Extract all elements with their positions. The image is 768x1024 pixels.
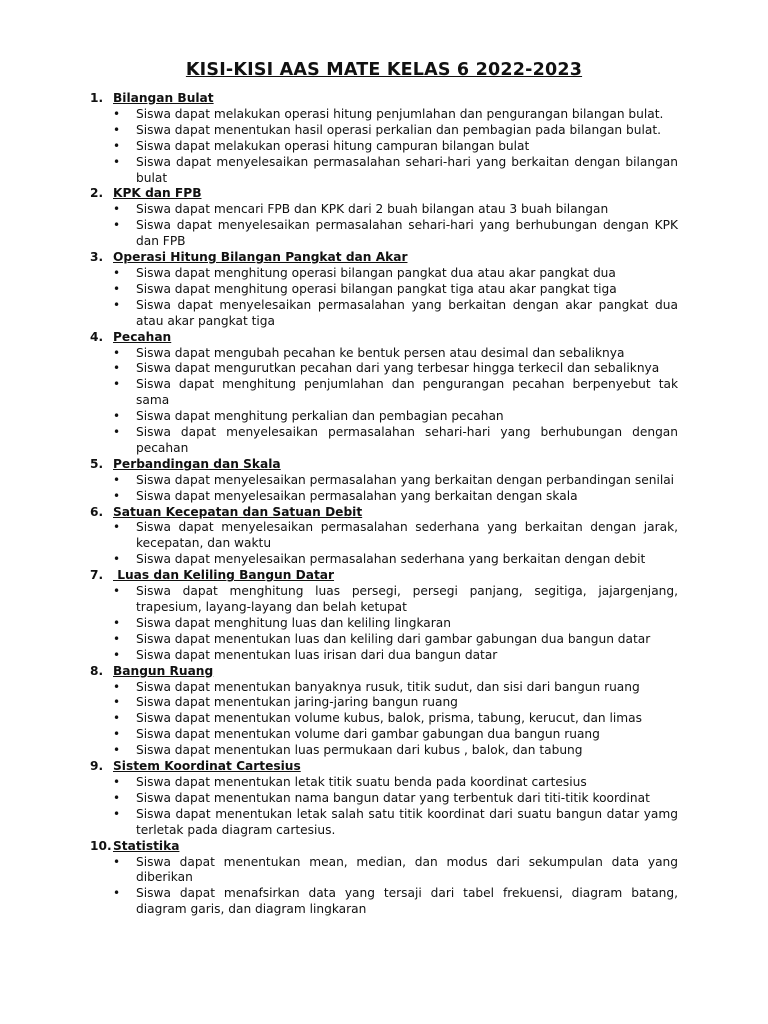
list-item — [113, 139, 678, 155]
section-title: Sistem Koordinat Cartesius — [113, 759, 301, 774]
list-item-text: Siswa dapat menentukan hasil operasi perkalian dan pembagian pada bilangan bulat. — [136, 122, 661, 137]
document-title: KISI-KISI AAS MATE KELAS 6 2022-2023 — [185, 60, 583, 80]
list-item-text: Siswa dapat menyelesaikan permasalahan sederhana yang berkaitan dengan jarak, kecepatan, dan waktu — [136, 520, 678, 551]
list-item-text: Siswa dapat menyelesaikan permasalahan sederhana yang berkaitan dengan debit — [136, 552, 646, 567]
list-item-text: Siswa dapat menentukan volume dari gambar gabungan dua bangun ruang — [136, 727, 600, 742]
bullet-icon: • — [113, 743, 121, 758]
list-item-text: Siswa dapat menentukan banyaknya rusuk, titik sudut, dan sisi dari bangun ruang — [136, 679, 640, 694]
bullet-icon: • — [113, 727, 121, 742]
list-item-text: Siswa dapat menentukan letak salah satu titik koordinat dari suatu bangun datar yamg terletak pada diagram cartesius. — [136, 806, 678, 837]
list-item — [113, 266, 678, 282]
list-item-text: Siswa dapat menentukan nama bangun datar yang terbentuk dari titi-titik koordinat — [136, 790, 650, 805]
section-2 — [90, 186, 678, 250]
list-item — [113, 791, 678, 807]
list-item — [113, 123, 678, 139]
list-item — [113, 775, 678, 791]
section-title: Operasi Hitung Bilangan Pangkat dan Akar — [113, 250, 408, 265]
bullet-icon: • — [113, 695, 121, 710]
list-item — [113, 409, 678, 425]
bullet-icon: • — [113, 615, 121, 630]
section-title: KPK dan FPB — [113, 186, 202, 201]
bullet-icon: • — [113, 409, 121, 424]
section-number: 4. — [90, 329, 104, 344]
list-item — [113, 584, 678, 616]
section-heading — [90, 568, 678, 584]
section-heading — [90, 664, 678, 680]
list-item-text: Siswa dapat menentukan luas dan keliling dari gambar gabungan dua bangun datar — [136, 631, 651, 646]
bullet-icon: • — [113, 584, 121, 599]
bullet-icon: • — [113, 154, 121, 169]
list-item-text: Siswa dapat menghitung penjumlahan dan pengurangan pecahan berpenyebut tak sama — [136, 377, 678, 408]
bullet-icon: • — [113, 679, 121, 694]
bullet-list — [90, 266, 678, 330]
bullet-icon: • — [113, 265, 121, 280]
bullet-list — [90, 346, 678, 457]
list-item-text: Siswa dapat menentukan luas irisan dari dua bangun datar — [136, 647, 498, 662]
list-item-text: Siswa dapat menghitung operasi bilangan pangkat dua atau akar pangkat dua — [136, 265, 616, 280]
list-item-text: Siswa dapat menghitung perkalian dan pembagian pecahan — [136, 409, 504, 424]
list-item — [113, 425, 678, 457]
list-item-text: Siswa dapat melakukan operasi hitung campuran bilangan bulat — [136, 138, 530, 153]
section-10 — [90, 839, 678, 919]
list-item — [113, 520, 678, 552]
section-9 — [90, 759, 678, 839]
list-item — [113, 632, 678, 648]
list-item-text: Siswa dapat mengurutkan pecahan dari yang terbesar hingga terkecil dan sebaliknya — [136, 361, 660, 376]
bullet-icon: • — [113, 854, 121, 869]
section-6 — [90, 505, 678, 569]
bullet-list — [90, 107, 678, 187]
section-number: 6. — [90, 504, 104, 519]
list-item — [113, 202, 678, 218]
bullet-list — [90, 202, 678, 250]
list-item-text: Siswa dapat menghitung operasi bilangan pangkat tiga atau akar pangkat tiga — [136, 281, 617, 296]
list-item-text: Siswa dapat menentukan mean, median, dan modus dari sekumpulan data yang diberikan — [136, 854, 678, 885]
bullet-icon: • — [113, 774, 121, 789]
section-title: Statistika — [113, 838, 180, 853]
section-1 — [90, 91, 678, 186]
list-item-text: Siswa dapat menyelesaikan permasalahan sehari-hari yang berhubungan dengan KPK dan FPB — [136, 218, 678, 249]
list-item-text: Siswa dapat menyelesaikan permasalahan sehari-hari yang berhubungan dengan pecahan — [136, 425, 678, 455]
bullet-icon: • — [113, 218, 121, 233]
list-item — [113, 218, 678, 250]
section-title: Perbandingan dan Skala — [113, 456, 281, 471]
bullet-icon: • — [113, 711, 121, 726]
bullet-icon: • — [113, 488, 121, 503]
syllabus-list — [90, 91, 678, 918]
list-item-text: Siswa dapat menafsirkan data yang tersaji dari tabel frekuensi, diagram batang, diagram garis, dan diagram lingkaran — [136, 886, 678, 917]
bullet-icon: • — [113, 122, 121, 137]
bullet-list — [90, 473, 678, 505]
section-heading — [90, 505, 678, 521]
bullet-icon: • — [113, 202, 121, 217]
section-number: 9. — [90, 759, 104, 774]
section-number: 5. — [90, 456, 104, 471]
list-item-text: Siswa dapat menentukan volume kubus, balok, prisma, tabung, kerucut, dan limas — [136, 711, 642, 726]
bullet-icon: • — [113, 425, 121, 440]
list-item-text: Siswa dapat menghitung luas persegi, persegi panjang, segitiga, jajargenjang, trapesium, layang-layang dan belah ketupat — [136, 584, 678, 614]
list-item — [113, 473, 678, 489]
list-item-text: Siswa dapat menghitung luas dan keliling lingkaran — [136, 615, 451, 630]
list-item — [113, 282, 678, 298]
section-8 — [90, 664, 678, 759]
section-number: 2. — [90, 186, 104, 201]
bullet-icon: • — [113, 552, 121, 567]
list-item-text: Siswa dapat mencari FPB dan KPK dari 2 buah bilangan atau 3 buah bilangan — [136, 202, 609, 217]
bullet-icon: • — [113, 806, 121, 821]
section-title: Satuan Kecepatan dan Satuan Debit — [113, 504, 363, 519]
bullet-list — [90, 520, 678, 568]
list-item — [113, 855, 678, 887]
bullet-list — [90, 680, 678, 760]
list-item-text: Siswa dapat menentukan jaring-jaring bangun ruang — [136, 695, 458, 710]
section-7 — [90, 568, 678, 663]
section-4 — [90, 330, 678, 457]
section-number: 7. — [90, 568, 104, 583]
list-item-text: Siswa dapat menyelesaikan permasalahan sehari-hari yang berkaitan dengan bilangan bulat — [136, 154, 678, 185]
bullet-icon: • — [113, 886, 121, 901]
list-item — [113, 743, 678, 759]
list-item — [113, 807, 678, 839]
list-item-text: Siswa dapat menyelesaikan permasalahan yang berkaitan dengan akar pangkat dua atau akar pangkat tiga — [136, 297, 678, 328]
section-heading — [90, 457, 678, 473]
list-item — [113, 552, 678, 568]
bullet-icon: • — [113, 345, 121, 360]
section-5 — [90, 457, 678, 505]
list-item-text: Siswa dapat mengubah pecahan ke bentuk persen atau desimal dan sebaliknya — [136, 345, 625, 360]
list-item — [113, 616, 678, 632]
list-item-text: Siswa dapat menentukan letak titik suatu benda pada koordinat cartesius — [136, 774, 587, 789]
list-item-text: Siswa dapat melakukan operasi hitung penjumlahan dan pengurangan bilangan bulat. — [136, 106, 664, 121]
bullet-icon: • — [113, 297, 121, 312]
bullet-icon: • — [113, 377, 121, 392]
list-item — [113, 711, 678, 727]
bullet-list — [90, 584, 678, 664]
section-heading — [90, 839, 678, 855]
list-item — [113, 886, 678, 918]
list-item — [113, 377, 678, 409]
list-item-text: Siswa dapat menentukan luas permukaan dari kubus , balok, dan tabung — [136, 743, 583, 758]
bullet-icon: • — [113, 106, 121, 121]
section-title: Bangun Ruang — [113, 663, 214, 678]
list-item — [113, 695, 678, 711]
list-item — [113, 346, 678, 362]
bullet-icon: • — [113, 520, 121, 535]
bullet-icon: • — [113, 472, 121, 487]
section-number: 3. — [90, 250, 104, 265]
list-item — [113, 680, 678, 696]
section-number: 1. — [90, 91, 104, 105]
list-item-text: Siswa dapat menyelesaikan permasalahan yang berkaitan dengan skala — [136, 488, 578, 503]
list-item-text: Siswa dapat menyelesaikan permasalahan yang berkaitan dengan perbandingan senilai — [136, 472, 675, 487]
section-number: 8. — [90, 663, 104, 678]
section-title: Pecahan — [113, 329, 172, 344]
list-item — [113, 648, 678, 664]
section-3 — [90, 250, 678, 330]
list-item — [113, 155, 678, 187]
section-title: Bilangan Bulat — [113, 91, 214, 105]
bullet-list — [90, 855, 678, 919]
list-item — [113, 298, 678, 330]
section-heading — [90, 330, 678, 346]
section-heading — [90, 759, 678, 775]
section-title: Luas dan Keliling Bangun Datar — [113, 568, 335, 583]
bullet-icon: • — [113, 361, 121, 376]
bullet-icon: • — [113, 790, 121, 805]
list-item — [113, 489, 678, 505]
list-item — [113, 727, 678, 743]
section-heading — [90, 91, 678, 107]
bullet-list — [90, 775, 678, 839]
list-item — [113, 107, 678, 123]
section-heading — [90, 186, 678, 202]
bullet-icon: • — [113, 281, 121, 296]
section-number: 10. — [90, 838, 112, 853]
bullet-icon: • — [113, 138, 121, 153]
bullet-icon: • — [113, 647, 121, 662]
bullet-icon: • — [113, 631, 121, 646]
section-heading — [90, 250, 678, 266]
list-item — [113, 361, 678, 377]
